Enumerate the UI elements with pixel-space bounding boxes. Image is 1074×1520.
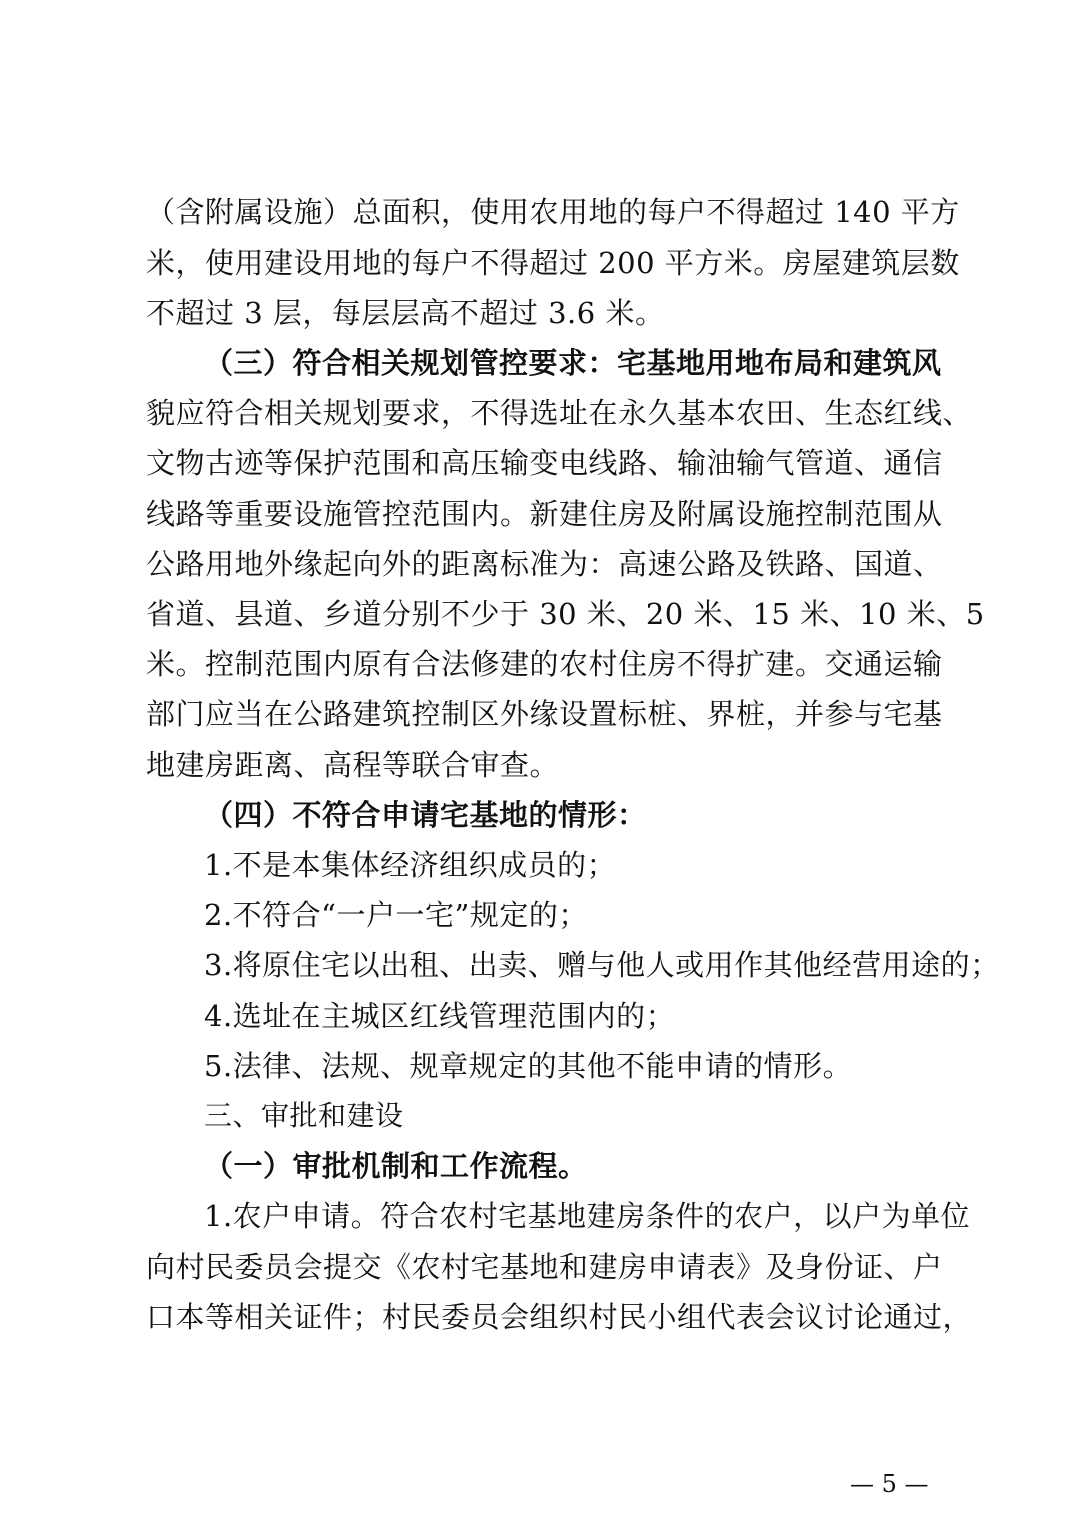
body-line: 米，使用建设用地的每户不得超过 200 平方米。房屋建筑层数	[146, 246, 960, 280]
body-line: 公路用地外缘起向外的距离标准为：高速公路及铁路、国道、	[146, 547, 943, 581]
body-line: 文物古迹等保护范围和高压输变电线路、输油输气管道、通信	[146, 446, 943, 480]
body-line: 1.农户申请。符合农村宅基地建房条件的农户，以户为单位	[204, 1199, 971, 1233]
body-line: 米。控制范围内原有合法修建的农村住房不得扩建。交通运输	[146, 647, 943, 681]
body-line: （含附属设施）总面积，使用农用地的每户不得超过 140 平方	[146, 195, 960, 229]
section-three-paragraph-start: （三）符合相关规划管控要求：宅基地用地布局和建筑风	[204, 346, 942, 380]
list-item: 4.选址在主城区红线管理范围内的；	[204, 999, 676, 1033]
body-line: 不超过 3 层，每层层高不超过 3.6 米。	[146, 296, 665, 330]
list-item: 2.不符合“一户一宅”规定的；	[204, 898, 588, 932]
list-item: 5.法律、法规、规章规定的其他不能申请的情形。	[204, 1049, 853, 1083]
body-line: 向村民委员会提交《农村宅基地和建房申请表》及身份证、户	[146, 1250, 943, 1284]
body-line: 口本等相关证件；村民委员会组织村民小组代表会议讨论通过，	[146, 1300, 973, 1334]
section-four-heading: （四）不符合申请宅基地的情形：	[204, 798, 647, 832]
list-item: 1.不是本集体经济组织成员的；	[204, 848, 617, 882]
body-line: 貌应符合相关规划要求，不得选址在永久基本农田、生态红线、	[146, 396, 973, 430]
body-line: 地建房距离、高程等联合审查。	[146, 748, 560, 782]
body-line: 省道、县道、乡道分别不少于 30 米、20 米、15 米、10 米、5	[146, 597, 985, 631]
page-number: — 5 —	[850, 1470, 929, 1498]
body-line: 线路等重要设施管控范围内。新建住房及附属设施控制范围从	[146, 497, 943, 531]
body-line: 部门应当在公路建筑控制区外缘设置标桩、界桩，并参与宅基	[146, 697, 943, 731]
subsection-one-heading: （一）审批机制和工作流程。	[204, 1149, 588, 1183]
list-item: 3.将原住宅以出租、出卖、赠与他人或用作其他经营用途的；	[204, 948, 1000, 982]
chapter-three-heading: 三、审批和建设	[204, 1099, 404, 1132]
